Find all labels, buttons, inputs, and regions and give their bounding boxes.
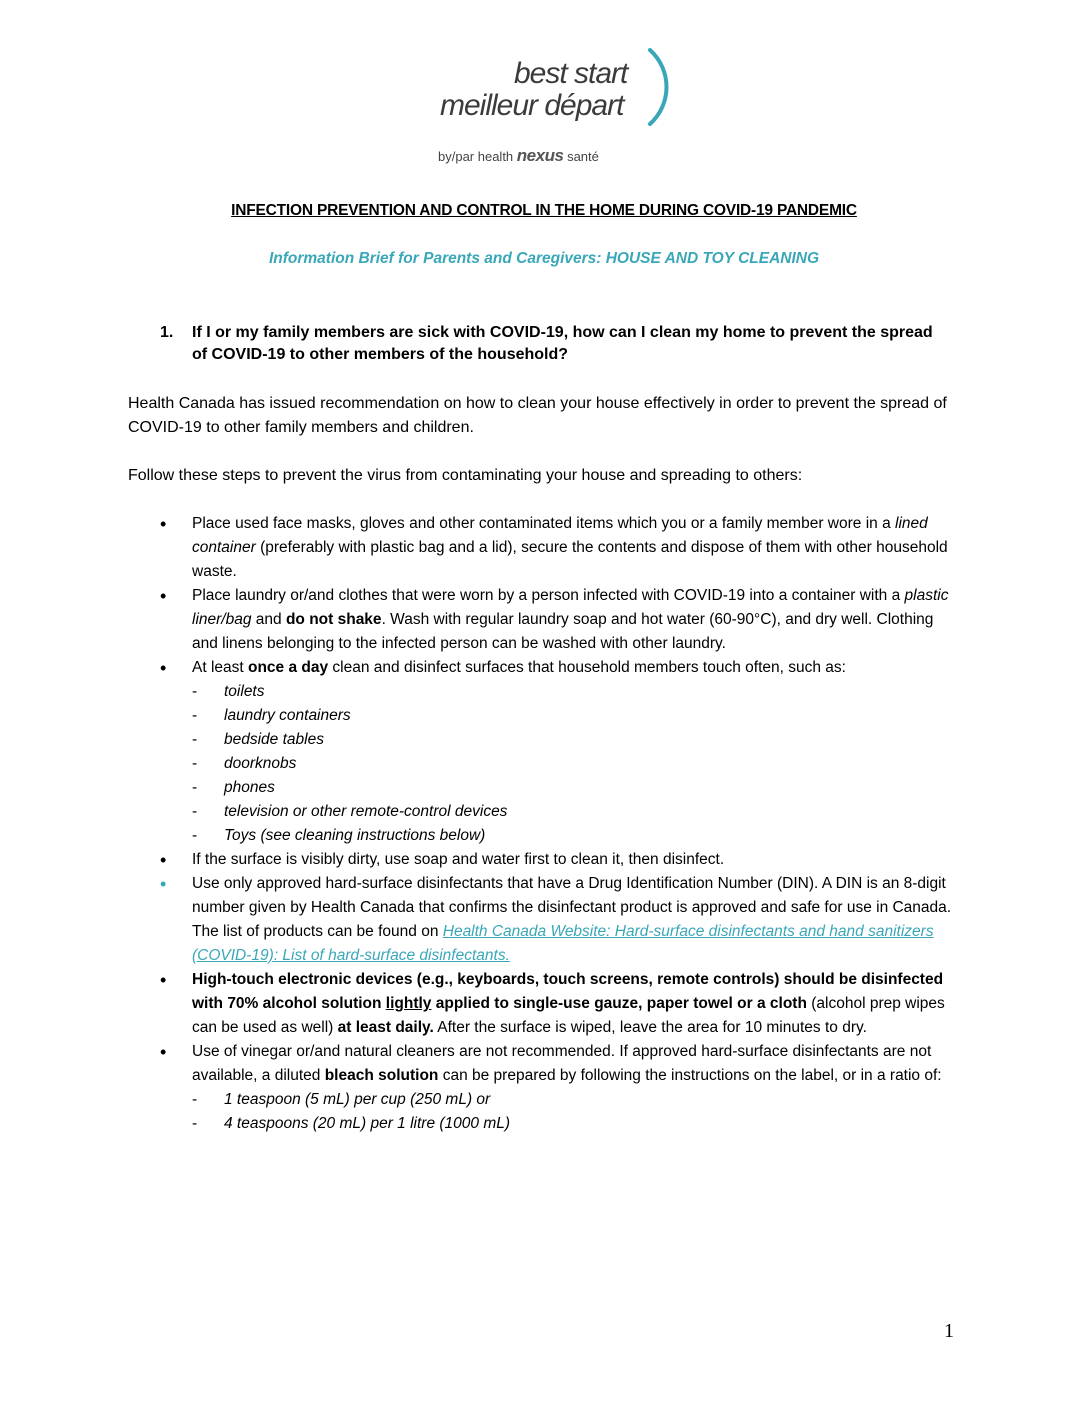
- byline-brand: nexus: [516, 146, 564, 165]
- sublist-item: - 4 teaspoons (20 mL) per 1 litre (1000 mL): [192, 1112, 960, 1136]
- list-item: • If the surface is visibly dirty, use soap and water first to clean it, then disinfect.: [160, 848, 960, 872]
- steps-intro-paragraph: Follow these steps to prevent the virus from contaminating your house and spreading to others:: [128, 467, 803, 484]
- page-number: 1: [944, 1320, 954, 1342]
- sublist-item: - television or other remote-control devices: [192, 800, 960, 824]
- list-item: • High-touch electronic devices (e.g., keyboards, touch screens, remote controls) should be disinfected with 70% alcohol solution lightly applied to single-use gauze, paper towel or a cloth (alcohol prep wipes can be used as well) at least daily. After the surface is wiped, leave the area for 10 minutes to dry.: [160, 968, 960, 1040]
- sublist-item: - 1 teaspoon (5 mL) per cup (250 mL) or: [192, 1088, 960, 1112]
- logo-line-1: best start: [514, 57, 628, 90]
- bleach-ratio-sublist: [192, 1088, 960, 1136]
- best-start-logo: [436, 44, 686, 174]
- question-number: 1.: [160, 324, 174, 341]
- sublist-item: - bedside tables: [192, 728, 960, 752]
- logo-byline: [438, 146, 599, 166]
- surfaces-sublist: [192, 680, 960, 848]
- sublist-item: - Toys (see cleaning instructions below): [192, 824, 960, 848]
- list-item: • At least once a day clean and disinfect surfaces that household members touch often, such as: - toilets - laundry containers - bedside tables - doorknobs - phones - television or other remote-control devices - Toys (see cleaning instructions below): [160, 656, 960, 848]
- logo-bracket-icon: [646, 48, 672, 126]
- byline-prefix: by/par health: [438, 149, 514, 164]
- question-heading: [160, 322, 950, 366]
- list-item: • Use only approved hard-surface disinfectants that have a Drug Identification Number (DIN). A DIN is an 8-digit number given by Health Canada that confirms the disinfectant product is approved and safe for use in Canada. The list of products can be found on Health Canada Website: Hard-surface disinfectants and hand sanitizers (COVID-19): List of hard-surface disinfectants.: [160, 872, 960, 968]
- byline-suffix: santé: [567, 149, 599, 164]
- list-item: • Place used face masks, gloves and other contaminated items which you or a family member wore in a lined container (preferably with plastic bag and a lid), secure the contents and dispose of them with other household waste.: [160, 512, 960, 584]
- list-item: • Place laundry or/and clothes that were worn by a person infected with COVID-19 into a container with a plastic liner/bag and do not shake. Wash with regular laundry soap and hot water (60-90°C), and dry well. Clothing and linens belonging to the infected person can be washed with other laundry.: [160, 584, 960, 656]
- sublist-item: - doorknobs: [192, 752, 960, 776]
- health-canada-link[interactable]: Health Canada Website: Hard-surface disinfectants and hand sanitizers (COVID-19): List of hard-surface disinfectants.: [192, 923, 934, 964]
- steps-list: [160, 512, 960, 1136]
- list-item: • Use of vinegar or/and natural cleaners are not recommended. If approved hard-surface disinfectants are not available, a diluted bleach solution can be prepared by following the instructions on the label, or in a ratio of: - 1 teaspoon (5 mL) per cup (250 mL) or - 4 teaspoons (20 mL) per 1 litre (1000 mL): [160, 1040, 960, 1136]
- sublist-item: - laundry containers: [192, 704, 960, 728]
- intro-paragraph: Health Canada has issued recommendation on how to clean your house effectively in order to prevent the spread of COVID-19 to other family members and children.: [128, 395, 947, 436]
- document-title: INFECTION PREVENTION AND CONTROL IN THE HOME DURING COVID-19 PANDEMIC: [231, 202, 857, 219]
- question-text: If I or my family members are sick with COVID-19, how can I clean my home to prevent the spread of COVID-19 to other members of the household?: [192, 324, 933, 363]
- sublist-item: - phones: [192, 776, 960, 800]
- sublist-item: - toilets: [192, 680, 960, 704]
- document-subtitle: Information Brief for Parents and Caregivers: HOUSE AND TOY CLEANING: [268, 250, 820, 267]
- logo-line-2: meilleur départ: [440, 89, 624, 122]
